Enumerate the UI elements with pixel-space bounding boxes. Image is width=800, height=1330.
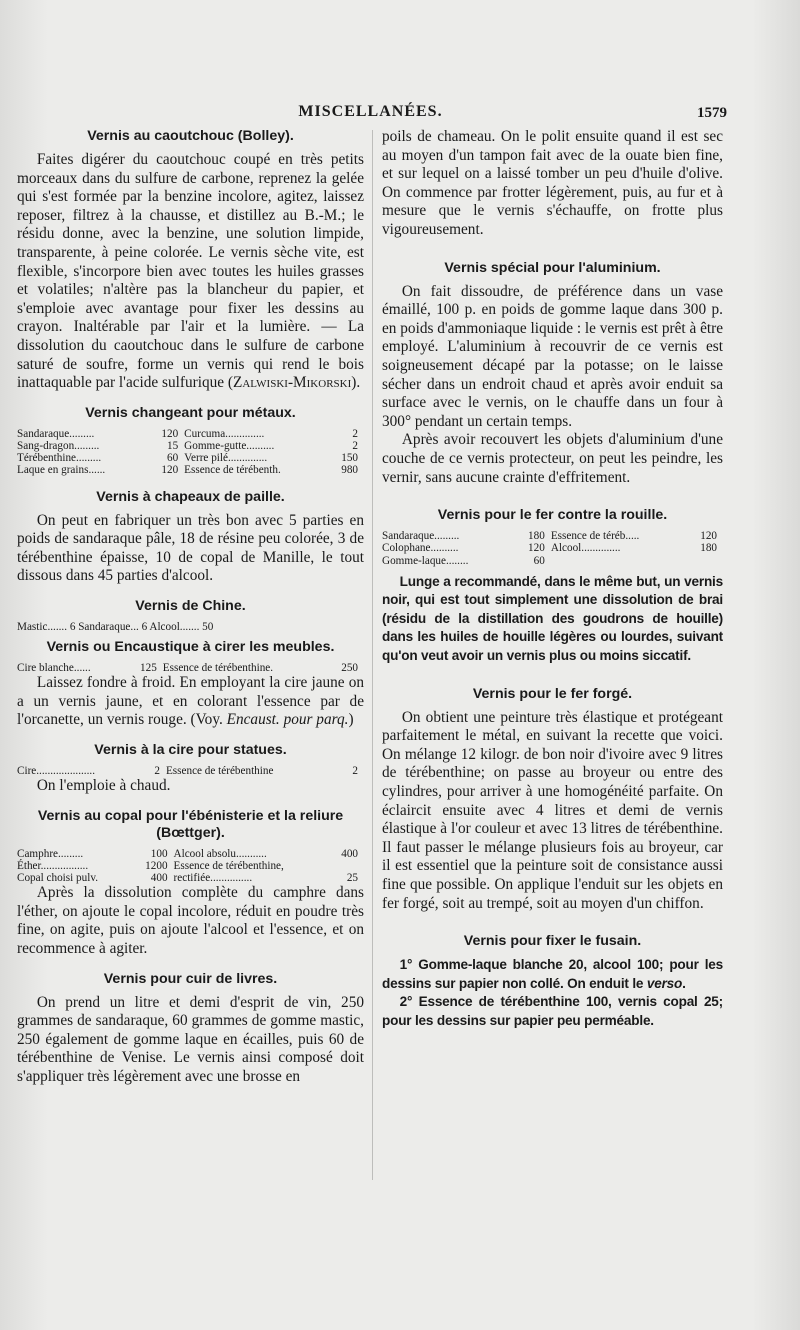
recipe-row [17, 464, 364, 476]
section-title: Vernis pour fixer le fusain. [463, 933, 642, 950]
ingredient-quantity: 2 [352, 427, 358, 440]
ingredient-name: Essence de térébenthine. [162, 661, 274, 674]
paragraph: Après avoir recouvert les objets d'aluminium d'une couche de ce vernis protecteur, on peut les peindre, les vernir, sans aucune crainte d'effritement. [382, 431, 723, 486]
paragraph: Laissez fondre à froid. En employant la cire jaune on a un vernis jaune, et en colorant l'essence par de l'orcanette, un vernis rouge. (Voy. Encaust. pour parq.) [17, 674, 364, 729]
section-title: Vernis spécial pour l'aluminium. [444, 259, 661, 276]
recipe-row [17, 765, 364, 777]
ingredient-quantity: 125 [140, 661, 157, 674]
ingredient-name: Gomme-gutte.......... [184, 439, 275, 452]
section-title: Vernis à chapeaux de paille. [96, 488, 285, 505]
ingredient-quantity: 25 [346, 872, 358, 885]
recipe-row [17, 428, 364, 440]
ingredient-name: Essence de térébenthine, [173, 859, 284, 872]
recipe-line: Mastic....... 6 Sandaraque... 6 Alcool....... 50 [17, 620, 214, 633]
right-column [382, 128, 723, 1031]
running-title: MISCELLANÉES. [298, 103, 443, 120]
recipe-row [17, 860, 364, 872]
ingredient-name: Curcuma.............. [184, 427, 265, 440]
ingredient-name: Cire..................... [17, 764, 95, 777]
recipe-row [17, 452, 364, 464]
ingredient-quantity: 100 [150, 847, 168, 860]
recipe-table [17, 848, 364, 885]
ingredient-name: Sang-dragon......... [17, 439, 100, 452]
paragraph: 2° Essence de térébenthine 100, vernis copal 25; pour les dessins sur papier peu perméable. [382, 994, 723, 1028]
ingredient-quantity: 250 [341, 661, 358, 674]
paragraph: Faites digérer du caoutchouc coupé en très petits morceaux dans du sulfure de carbone, reprenez la gelée qui s'est formée par la benzine incolore, agitez, laissez reposer, filtrez à la chausse, et distillez au B.-M.; le résidu donne, avec la benzine, une solution limpide, transparente, à peine colorée. Le vernis sèche vite, est flexible, s'incorpore bien avec toutes les huiles grasses et volatiles; n'altère pas la blancheur du papier, et s'emploie avec avantage pour fixer les dessins au crayon. Inaltérable par l'air et la lumière. — La dissolution du caoutchouc dans le sulfure de carbone saturé de soufre, forme un vernis qui rend le bois inattaquable par l'acide sulfurique (Zalwiski-Mikorski). [17, 151, 364, 392]
ingredient-quantity: 1200 [145, 859, 168, 872]
left-column [17, 128, 364, 1087]
ingredient-name: Essence de térébenthine [165, 764, 274, 777]
ingredient-name: Essence de téréb..... [550, 530, 640, 543]
recipe-table [17, 765, 364, 777]
paragraph: On prend un litre et demi d'esprit de vin, 250 grammes de sandaraque, 60 grammes de gomme mastic, 250 également de gomme laque en écailles, puis 60 de térébenthine de Venise. Le vernis ainsi composé doit s'appliquer très légèrement avec une brosse en [17, 993, 364, 1086]
ingredient-name: Essence de térébenth. [184, 464, 281, 477]
ingredient-quantity: 980 [341, 464, 358, 477]
section-title: Vernis au copal pour l'ébénisterie et la reliure (Bœttger). [37, 807, 344, 841]
paragraph: On fait dissoudre, de préférence dans un vase émaillé, 100 p. en poids de gomme laque dans 300 p. en poids d'ammoniaque liquide : le vernis est prêt à être employé. L'aluminium à recouvrir de ce vernis est soigneusement décapé par la potasse; on le laisse sécher dans un endroit chaud et après avoir enduit sa surface avec le vernis, on le chauffe dans un four à 300° pendant un certain temps. [382, 282, 723, 430]
ingredient-quantity: 15 [166, 439, 179, 452]
recipe-table [17, 662, 364, 674]
ingredient-name: Colophane.......... [382, 542, 459, 555]
ingredient-quantity: 180 [528, 530, 545, 543]
section-title: Vernis de Chine. [135, 597, 246, 614]
ingredient-quantity: 180 [700, 542, 717, 555]
ingredient-quantity: 60 [166, 452, 179, 465]
section-title: Vernis ou Encaustique à cirer les meubles. [46, 638, 335, 655]
recipe-row [17, 848, 364, 860]
ingredient-name: Laque en grains...... [17, 464, 106, 477]
paragraph: On peut en fabriquer un très bon avec 5 parties en poids de sandaraque pâle, 18 de résine peu colorée, 3 de térébenthine épaisse, 10 de copal de Manille, le tout dissous dans 45 parties d'alcool. [17, 511, 364, 585]
paragraph: Lunge a recommandé, dans le même but, un vernis noir, qui est tout simplement une dissolution de brai (résidu de la distillation des goudrons de houille) dans les huiles de houille légères ou lourdes, suivant qu'on veut avoir un vernis plus ou moins siccatif. [382, 573, 723, 664]
ingredient-name: Sandaraque......... [17, 427, 95, 440]
recipe-row [382, 555, 723, 567]
ingredient-quantity: 2 [154, 764, 160, 777]
ingredient-quantity: 150 [341, 452, 358, 465]
recipe-row [17, 662, 364, 674]
ingredient-quantity: 120 [161, 427, 179, 440]
ingredient-quantity: 120 [700, 530, 717, 543]
ingredient-quantity: 2 [352, 764, 358, 777]
section-title: Vernis pour le fer contre la rouille. [437, 507, 668, 524]
page-number: 1579 [697, 105, 727, 121]
paragraph: On l'emploie à chaud. [36, 777, 171, 795]
recipe-table [17, 428, 364, 477]
ingredient-name: Gomme-laque........ [382, 554, 469, 567]
ingredient-quantity: 2 [352, 439, 358, 452]
ingredient-name: Sandaraque......... [382, 530, 460, 543]
paragraph: Après la dissolution complète du camphre dans l'éther, on ajoute le copal incolore, réduit en poudre très fine, on agite, puis on ajoute l'alcool et l'essence, et on recommence à agiter. [17, 884, 364, 958]
recipe-table [382, 530, 723, 567]
section-title: Vernis à la cire pour statues. [94, 741, 287, 758]
section-title: Vernis changeant pour métaux. [85, 404, 296, 421]
recipe-row [17, 872, 364, 884]
ingredient-quantity: 400 [341, 847, 358, 860]
ingredient-name [551, 555, 688, 567]
ingredient-name: Copal choisi pulv. [17, 872, 98, 885]
ingredient-name: Térébenthine......... [17, 452, 102, 465]
paragraph: poils de chameau. On le polit ensuite quand il est sec au moyen d'un tampon fait avec de la ouate bien fine, et sur lequel on a laissé tomber un peu d'huile d'olive. On commence par frotter légèrement, puis, au fur et à mesure que le vernis s'échauffe, on frotte plus vigoureusement. [382, 128, 723, 238]
ingredient-name: Éther................. [17, 859, 89, 872]
ingredient-name: Cire blanche...... [17, 661, 91, 674]
ingredient-name: Alcool.............. [550, 542, 621, 555]
ingredient-quantity: 120 [528, 542, 545, 555]
ingredient-name: Alcool absolu........... [173, 847, 267, 860]
section-title: Vernis au caoutchouc (Bolley). [87, 128, 294, 144]
ingredient-quantity: 60 [533, 554, 545, 567]
paragraph: 1° Gomme-laque blanche 20, alcool 100; pour les dessins sur papier non collé. On enduit le verso. [382, 957, 723, 991]
ingredient-quantity: 120 [161, 464, 179, 477]
ingredient-quantity [331, 860, 364, 872]
recipe-row [382, 530, 723, 542]
section-title: Vernis pour le fer forgé. [472, 685, 633, 702]
recipe-row [382, 542, 723, 554]
paragraph: On obtient une peinture très élastique et protégeant parfaitement le métal, en suivant la recette que voici. On mélange 12 kilogr. de bon noir d'ivoire avec 9 litres de térébenthine; on passe au broyeur ou entre des cylindres, pour arriver à une homogénéité parfaite. On éclaircit ensuite avec 4 litres et demi de vernis élastique à l'or couleur et avec 13 litres de térébenthine. Il faut passer le mélange plusieurs fois au broyeur, car il est essentiel que la peinture soit de consistance aussi fine que possible. On applique l'enduit sur les objets en fer forgé, soit au trempé, soit au moyen d'un chiffon. [382, 708, 723, 912]
ingredient-quantity [688, 555, 723, 567]
ingredient-name: Camphre......... [17, 847, 84, 860]
ingredient-name: Verre pilé.............. [184, 452, 268, 465]
section-title: Vernis pour cuir de livres. [103, 970, 278, 987]
ingredient-quantity: 400 [150, 872, 168, 885]
recipe-row [17, 440, 364, 452]
column-divider [372, 130, 373, 1180]
ingredient-name: rectifiée............... [173, 872, 253, 885]
running-header [18, 103, 727, 125]
